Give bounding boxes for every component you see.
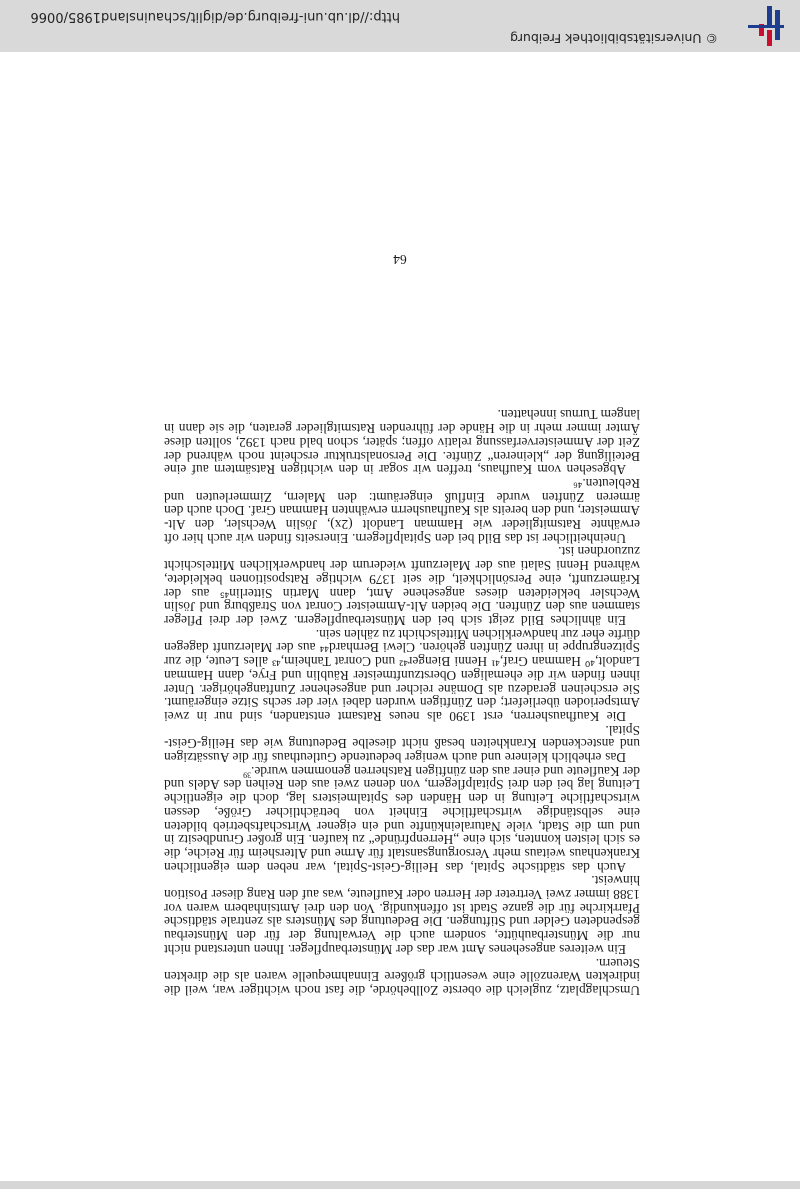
paragraph-1: Umschlagplatz, zugleich die oberste Zollbehörde, die fast noch wichtiger war, weil die indirekten Warenzölle eine wesentlich größere Einnahmequelle waren als die direkten Steuern. [164,955,640,998]
paragraph-8: Abgesehen vom Kaufhaus, treffen wir sogar in den wichtigen Ratsämtern auf eine Beteiligung der „kleineren“ Zünfte. Die Personalstruktur erscheint noch während der Zeit der Ammeisterverfassung relativ offen; später, schon bald nach 1392, sollten diese Ämter immer mehr in die Hände der führenden Ratsmitglieder geraten, die sie dann in langem Turnus innehatten. [164,407,640,478]
page-number: 64 [393,252,407,267]
footer-bar [0,1181,800,1189]
library-brand: © Universitätsbibliothek Freiburg [510,31,718,46]
paragraph-6: Ein ähnliches Bild zeigt sich bei den Münsterbaupflegern. Zwei der drei Pfleger stammen aus den Zünften. Die beiden Alt-Ammeister Conrat von Straßburg und Jöslin Wechsler bekleideten dieses angesehene Amt, dann Martin Sitterlin⁴⁵ aus der Krämerzunft, eine Persönlichkeit, die seit 1379 wichtige Ratspositionen bekleidete, während Henni Salati aus der Malerzunft wiederum der handwerklichen Mittelschicht zuzuordnen ist. [164,544,640,629]
paragraph-3-text: Auch das städtische Spital, das Heilig-Geist-Spital, war neben dem eigentlichen Krankenhaus weitaus mehr Versorgungsanstalt für Arme und Altersheim für Reiche, die es sich leisten konnten, sich eine „Herrenpfründe“ zu kaufen. Ein großer Grundbesitz in und um die Stadt, viele Naturaleinkünfte und ein eigener Wirtschaftsbetrieb bildeten eine selbständige wirtschaftliche Einheit von beträchtlicher Größe, dessen wirtschaftliche Leitung in den Händen des Spitalmeisters lag, doch die eigentliche Leitung lag bei den drei Spitalpflegern, von denen zwei aus den Reihen des Adels und der Kaufleute und einer aus den zünftigen Ratsherren genommen wurde. [164,763,640,875]
paragraph-7: Uneinheitlicher ist das Bild bei den Spitalpflegern. Einerseits finden wir auch hier oft erwähnte Ratsmitglieder wie Hamman Landolt (2x), Jöslin Wechsler, den Alt-Ammeister, und den bereits als Kaufhausherrn erwähnten Hamman Graf. Doch auch den ärmeren Zünften wurde Einfluß eingeräumt: den Malern, Zimmerleuten und Rebleuten.⁴⁶ [164,475,640,546]
paragraph-5: Die Kaufhausherren, erst 1390 als neues Ratsamt entstanden, sind nur in zwei Amtsperioden überliefert; den Zünftigen wurden dabei vier der sechs Sitze eingeräumt. Sie erscheinen geradezu als Domäne reicher und angesehener Zunftangehöriger. Unter ihnen finden wir die ehemaligen Oberstzunftmeister Räublin und Frye, dann Hamman Landolt,⁴⁰ Hamman Graf,⁴¹ Henni Bienger⁴² und Conrat Tanheim,⁴³ alles Leute, die zur Spitzengruppe in ihren Zünften gehören. Clewi Bernhard⁴⁴ aus der Malerzunft dagegen dürfte eher zur handwerklichen Mittelschicht zu zählen sein. [164,626,640,724]
document-url[interactable]: http://dl.ub.uni-freiburg.de/diglit/schauinsland1985/0066 [30,9,400,24]
body-text [164,408,640,997]
paragraph-4: Das erheblich kleinere und auch weniger bedeutende Gutleuthaus für die Aussätzigen und ansteckenden Krankheiten besaß nicht dieselbe Bedeutung wie das Heilig-Geist-Spital. [164,722,640,766]
header-bar [0,0,800,52]
footnote-ref: 39 [243,770,252,780]
paragraph-3 [164,764,640,874]
ub-freiburg-logo-icon [744,6,784,46]
paragraph-2: Ein weiteres angesehenes Amt war das der Münsterbaupfleger. Ihnen unterstand nicht nur die Münsterbauhütte, sondern auch die Verwaltung der für den Münsterbau gespendeten Gelder und Stiftungen. Die Bedeutung des Münsters als zentrale städtische Pfarrkirche für die ganze Stadt ist offenkundig. Von den drei Amtsinhabern waren vor 1388 immer zwei Vertreter der Herren oder Kaufleute, was auf den Rang dieser Position hinweist. [164,873,640,957]
